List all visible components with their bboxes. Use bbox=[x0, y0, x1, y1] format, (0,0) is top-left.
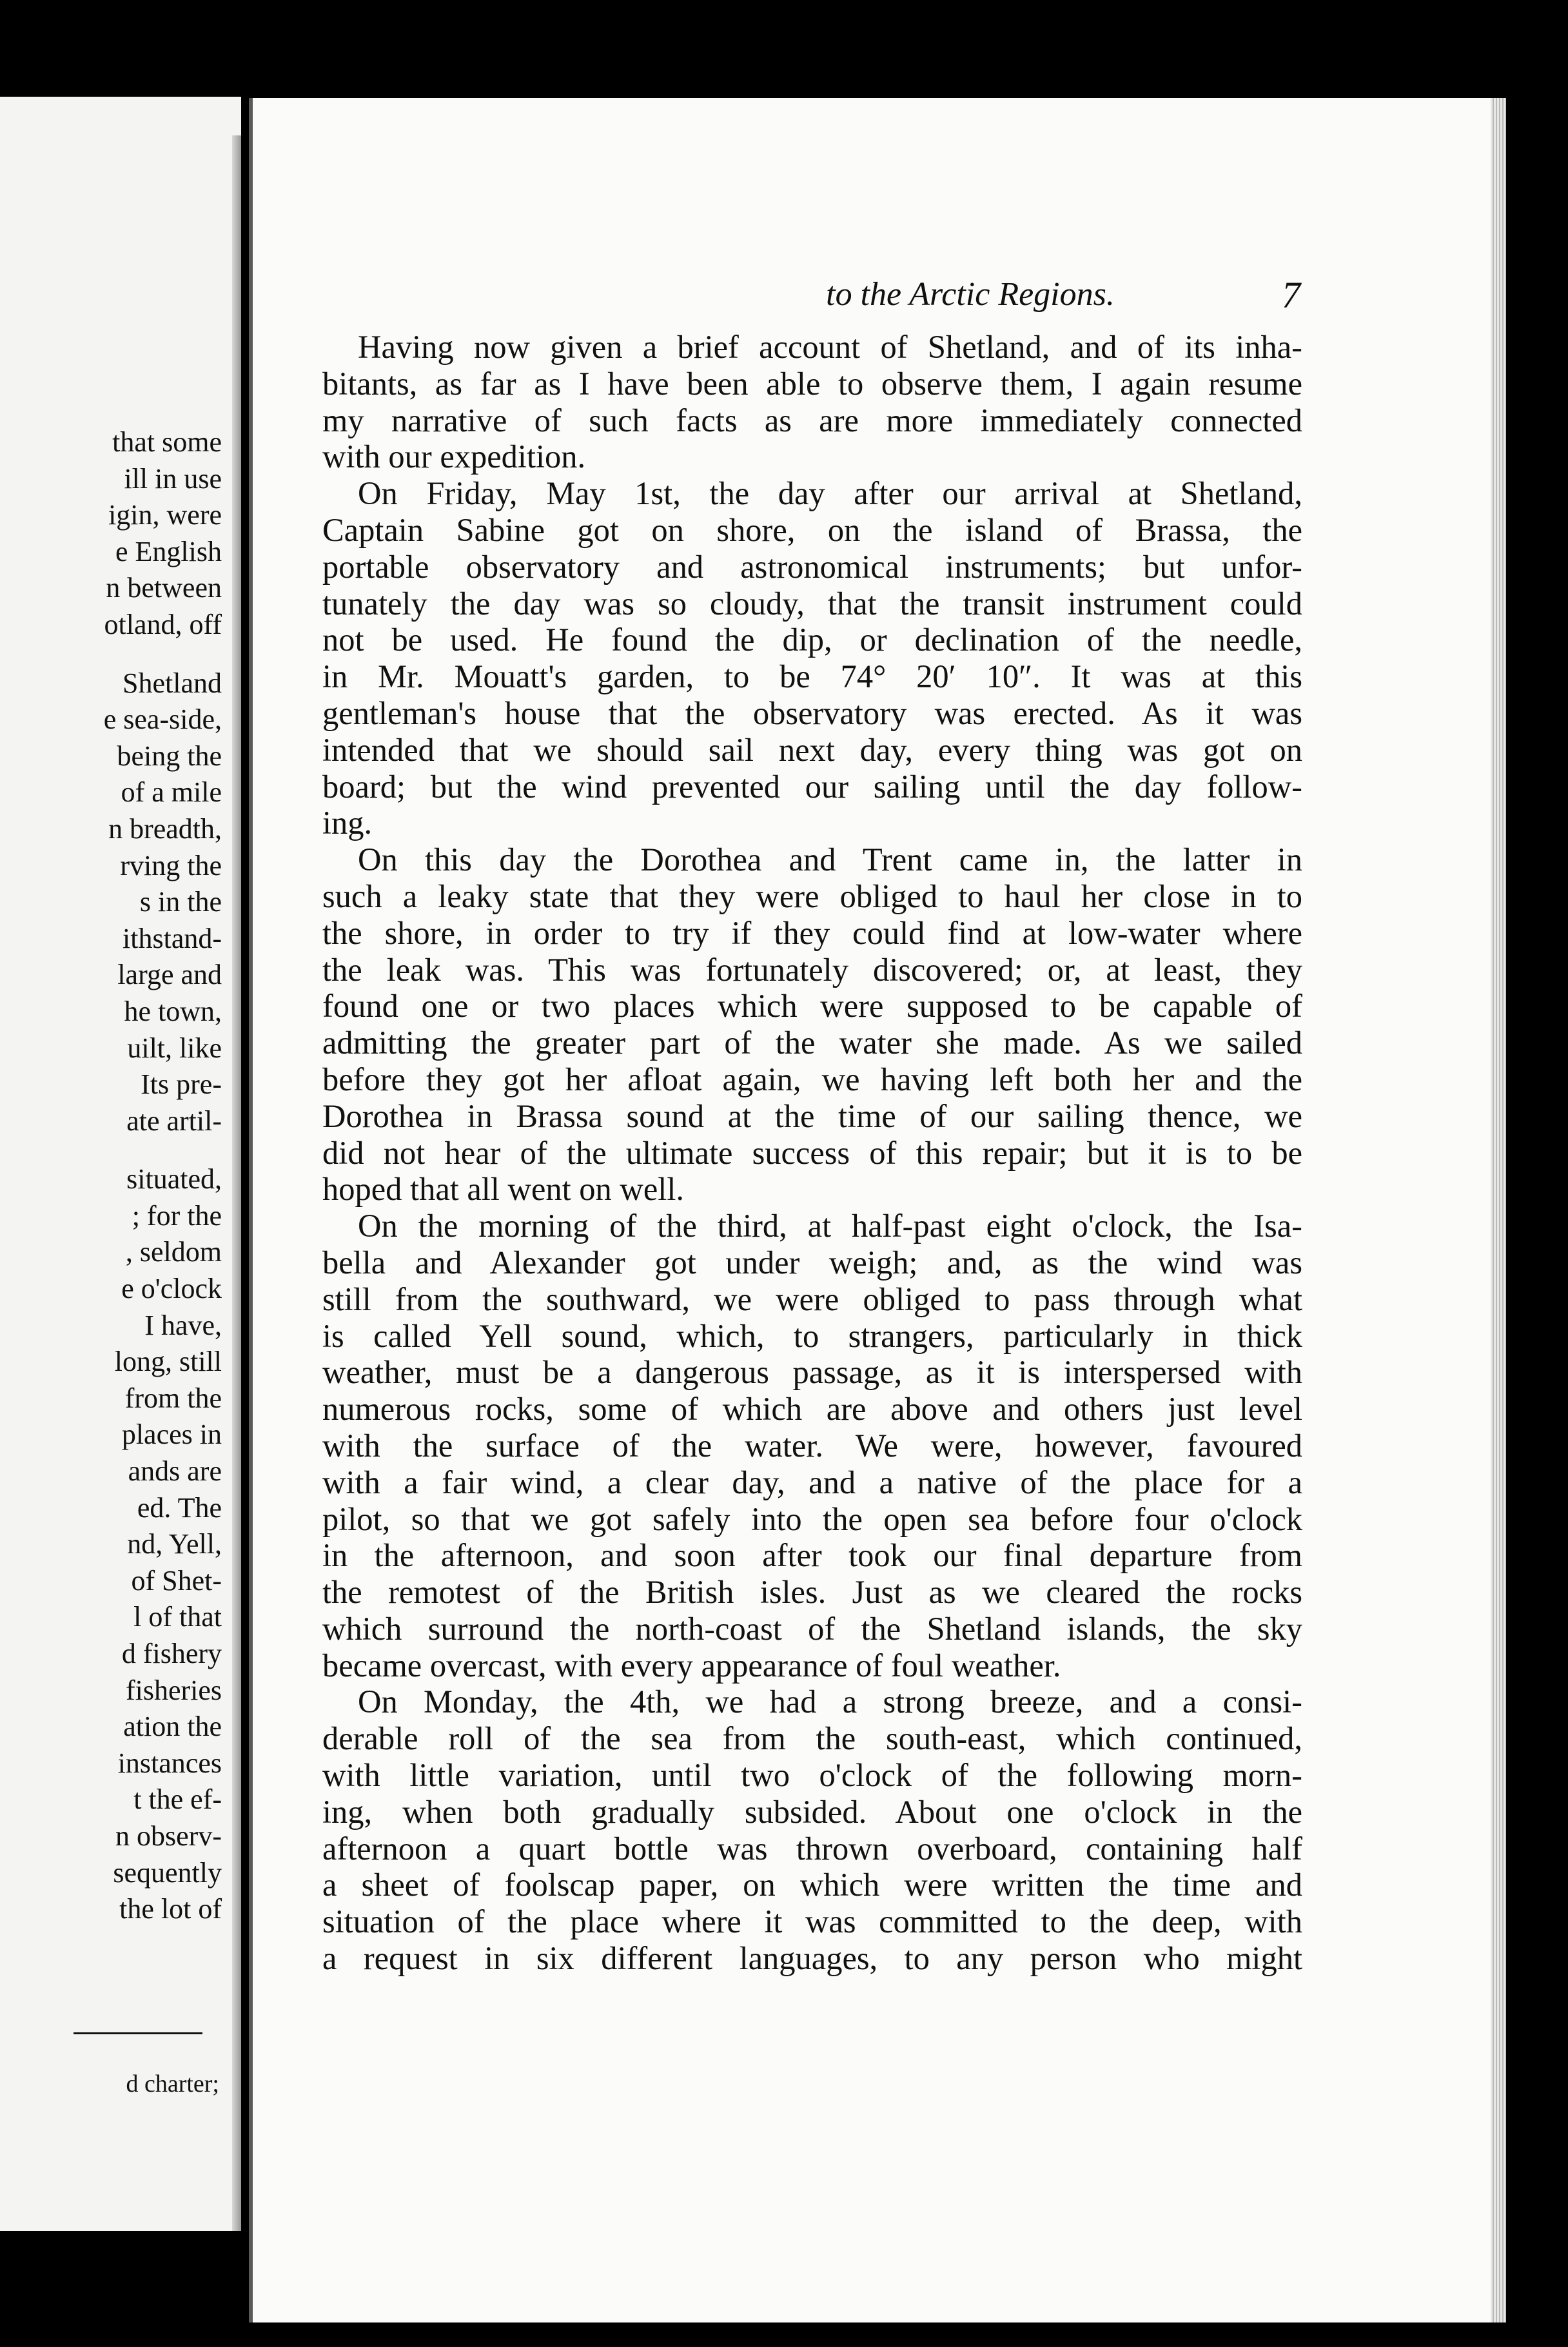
left-page-line: ithstand- bbox=[122, 922, 222, 954]
text-line: a request in six different languages, to any person who might bbox=[322, 1940, 1302, 1977]
text-line: not be used. He found the dip, or declination of the needle, bbox=[322, 622, 1302, 658]
text-line: in Mr. Mouatt's garden, to be 74° 20′ 10″. It was at this bbox=[322, 658, 1302, 695]
text-line: did not hear of the ultimate success of this repair; but it is to be bbox=[322, 1134, 1302, 1171]
left-page-line: rving the bbox=[120, 849, 222, 881]
left-page-line: uilt, like bbox=[127, 1032, 222, 1064]
text-line: in the afternoon, and soon after took our final departure from bbox=[322, 1537, 1302, 1574]
text-line: with the surface of the water. We were, however, favoured bbox=[322, 1427, 1302, 1464]
left-page-line: instances bbox=[117, 1747, 222, 1779]
left-page-line: nd, Yell, bbox=[127, 1528, 222, 1560]
left-page-line: d fishery bbox=[121, 1638, 222, 1669]
text-line: is called Yell sound, which, to strangers, particularly in thick bbox=[322, 1317, 1302, 1354]
left-page-line: ands are bbox=[128, 1455, 222, 1488]
left-page-line: ed. The bbox=[137, 1491, 222, 1524]
text-line: On the morning of the third, at half-past eight o'clock, the Isa- bbox=[358, 1208, 1302, 1244]
left-page-line: of Shet- bbox=[131, 1564, 222, 1596]
left-page-line: that some bbox=[112, 426, 222, 458]
left-page-line: , seldom bbox=[125, 1236, 222, 1268]
text-line: a sheet of foolscap paper, on which were written the time and bbox=[322, 1867, 1302, 1903]
text-line: On Friday, May 1st, the day after our arrival at Shetland, bbox=[358, 475, 1302, 512]
text-line: pilot, so that we got safely into the open sea before four o'clock bbox=[322, 1500, 1302, 1537]
left-page-text bbox=[104, 424, 222, 1928]
left-page-line: e English bbox=[115, 535, 222, 567]
left-page-line: places in bbox=[121, 1419, 222, 1451]
text-line: the shore, in order to try if they could find at low-water where bbox=[322, 914, 1302, 951]
text-line: bitants, as far as I have been able to observe them, I again resume bbox=[322, 365, 1302, 402]
left-page-line: otland, off bbox=[104, 608, 222, 640]
text-line: situation of the place where it was committed to the deep, with bbox=[322, 1903, 1302, 1940]
text-line: still from the southward, we were obliged to pass through what bbox=[322, 1281, 1302, 1317]
text-line: admitting the greater part of the water she made. As we sailed bbox=[322, 1025, 1302, 1061]
text-line: weather, must be a dangerous passage, as it is interspersed with bbox=[322, 1354, 1302, 1391]
text-line: On Monday, the 4th, we had a strong breeze, and a consi- bbox=[358, 1684, 1302, 1720]
left-page-line: t the ef- bbox=[133, 1783, 222, 1816]
text-line: with a fair wind, a clear day, and a native of the place for a bbox=[322, 1464, 1302, 1500]
left-page-line: e sea-side, bbox=[103, 703, 222, 736]
text-line: afternoon a quart bottle was thrown overboard, containing half bbox=[322, 1830, 1302, 1867]
left-page-line: Its pre- bbox=[141, 1068, 222, 1101]
left-page-line: l of that bbox=[133, 1601, 222, 1633]
left-page-line: large and bbox=[117, 959, 222, 991]
text-line: such a leaky state that they were obliged to haul her close in to bbox=[322, 878, 1302, 914]
left-page-line: from the bbox=[124, 1382, 222, 1414]
text-line: gentleman's house that the observatory was erected. As it was bbox=[322, 694, 1302, 731]
text-line: which surround the north-coast of the Shetland islands, the sky bbox=[322, 1610, 1302, 1647]
text-line: ing. bbox=[322, 805, 373, 841]
left-page-line: s in the bbox=[139, 886, 222, 918]
left-page-line: the lot of bbox=[119, 1893, 222, 1925]
left-page-line: ill in use bbox=[124, 462, 222, 495]
text-line: Captain Sabine got on shore, on the island of Brassa, the bbox=[322, 511, 1302, 548]
right-page bbox=[249, 98, 1491, 2322]
text-line: Dorothea in Brassa sound at the time of our sailing thence, we bbox=[322, 1097, 1302, 1134]
left-page-line: I have, bbox=[144, 1309, 222, 1341]
left-page-line: long, still bbox=[114, 1346, 222, 1378]
left-page-line: situated, bbox=[126, 1163, 222, 1195]
text-line: intended that we should sail next day, every thing was got on bbox=[322, 731, 1302, 768]
text-line: ing, when both gradually subsided. About one o'clock in the bbox=[322, 1793, 1302, 1830]
text-line: the remotest of the British isles. Just as we cleared the rocks bbox=[322, 1574, 1302, 1611]
left-page-line: he town, bbox=[124, 995, 222, 1027]
text-line: board; but the wind prevented our sailing until the day follow- bbox=[322, 768, 1302, 805]
text-line: found one or two places which were supposed to be capable of bbox=[322, 988, 1302, 1025]
text-line: bella and Alexander got under weigh; and, as the wind was bbox=[322, 1244, 1302, 1281]
left-page-line: e o'clock bbox=[121, 1273, 222, 1305]
footnote-rule bbox=[74, 2032, 202, 2034]
paragraph-gap bbox=[104, 1139, 222, 1161]
text-line: became overcast, with every appearance of foul weather. bbox=[322, 1647, 1061, 1684]
left-page-line: of a mile bbox=[121, 776, 222, 809]
left-page-line: n between bbox=[106, 572, 222, 604]
text-line: numerous rocks, some of which are above and others just level bbox=[322, 1391, 1302, 1428]
text-line: with our expedition. bbox=[322, 438, 586, 475]
text-line: my narrative of such facts as are more immediately connected bbox=[322, 402, 1302, 438]
left-page-line: sequently bbox=[113, 1856, 222, 1889]
left-page-footnote: d charter; bbox=[126, 2070, 219, 2097]
text-line: derable roll of the sea from the south-east, which continued, bbox=[322, 1720, 1302, 1757]
left-page-line: n observ- bbox=[115, 1820, 222, 1852]
left-page-line: ; for the bbox=[132, 1199, 222, 1232]
text-line: On this day the Dorothea and Trent came in, the latter in bbox=[358, 841, 1302, 878]
left-page-line: ate artil- bbox=[126, 1105, 222, 1137]
paragraph-gap bbox=[104, 643, 222, 665]
text-line: portable observatory and astronomical instruments; but unfor- bbox=[322, 548, 1302, 585]
running-head: to the Arctic Regions. bbox=[826, 276, 1115, 313]
left-page-line: being the bbox=[117, 740, 222, 772]
text-line: tunately the day was so cloudy, that the transit instrument could bbox=[322, 585, 1302, 622]
left-page-line: n breadth, bbox=[108, 812, 222, 845]
left-page-line: ation the bbox=[123, 1711, 222, 1743]
text-line: before they got her afloat again, we having left both her and the bbox=[322, 1061, 1302, 1097]
left-page-line: Shetland bbox=[122, 667, 222, 699]
text-line: with little variation, until two o'clock of the following morn- bbox=[322, 1757, 1302, 1794]
body-text bbox=[322, 329, 1302, 1977]
text-line: Having now given a brief account of Shetland, and of its inha- bbox=[358, 329, 1302, 365]
text-line: the leak was. This was fortunately discovered; or, at least, they bbox=[322, 951, 1302, 988]
left-page-line: igin, were bbox=[108, 499, 222, 531]
gutter-shadow bbox=[232, 135, 241, 2231]
page-fore-edge bbox=[1491, 98, 1506, 2322]
left-page-line: fisheries bbox=[125, 1674, 222, 1706]
left-page bbox=[0, 97, 241, 2231]
page-number: 7 bbox=[1282, 274, 1300, 316]
text-line: hoped that all went on well. bbox=[322, 1171, 684, 1208]
